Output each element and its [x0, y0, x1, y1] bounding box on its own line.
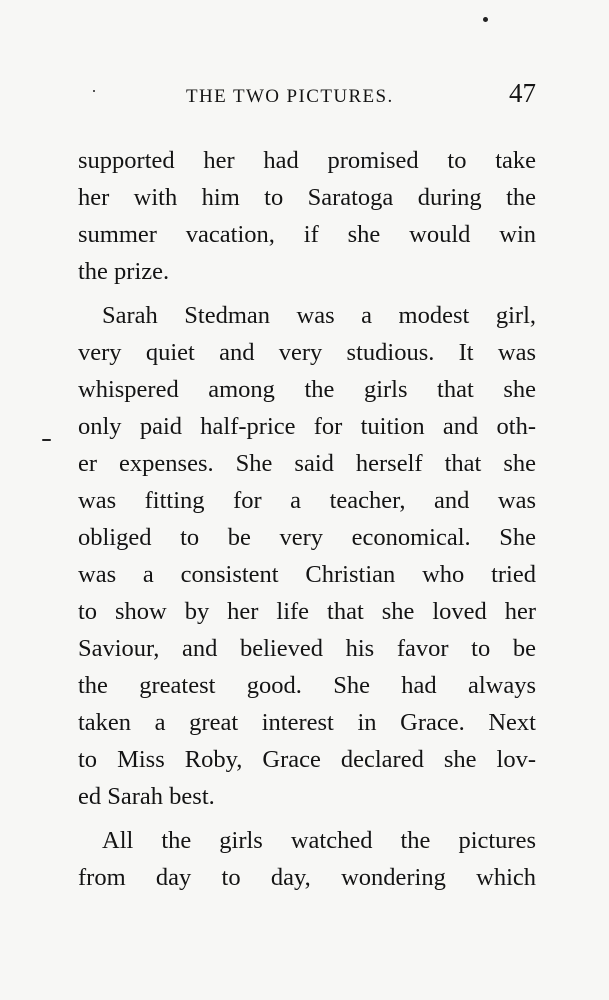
ink-speck [42, 439, 51, 441]
text-line: to Miss Roby, Grace declared she lov- [78, 746, 536, 773]
paragraph [78, 822, 536, 896]
text-line: her with him to Saratoga during the [78, 184, 536, 211]
running-title: THE TWO PICTURES. [186, 86, 394, 107]
text-line: er expenses. She said herself that she [78, 450, 536, 477]
text-line: only paid half-price for tuition and oth- [78, 413, 536, 440]
paragraph [78, 297, 536, 815]
text-line: was fitting for a teacher, and was [78, 487, 536, 514]
text-line: to show by her life that she loved her [78, 598, 536, 625]
page-number: 47 [509, 78, 536, 108]
text-line: very quiet and very studious. It was [78, 339, 536, 366]
text-line: All the girls watched the pictures [102, 827, 536, 854]
page-header [78, 78, 538, 114]
text-line: supported her had promised to take [78, 147, 536, 174]
text-line: summer vacation, if she would win [78, 221, 536, 248]
text-line: taken a great interest in Grace. Next [78, 709, 536, 736]
text-line: obliged to be very economical. She [78, 524, 536, 551]
text-line: the greatest good. She had always [78, 672, 536, 699]
text-line: the prize. [78, 258, 170, 285]
text-line: was a consistent Christian who tried [78, 561, 536, 588]
ink-speck [93, 90, 95, 92]
text-line: Saviour, and believed his favor to be [78, 635, 536, 662]
paragraph [78, 142, 536, 290]
text-line: Sarah Stedman was a modest girl, [102, 302, 536, 329]
text-line: from day to day, wondering which [78, 864, 536, 891]
body-text [78, 142, 536, 896]
ink-speck [483, 17, 488, 22]
text-line: whispered among the girls that she [78, 376, 536, 403]
text-line: ed Sarah best. [78, 783, 215, 810]
